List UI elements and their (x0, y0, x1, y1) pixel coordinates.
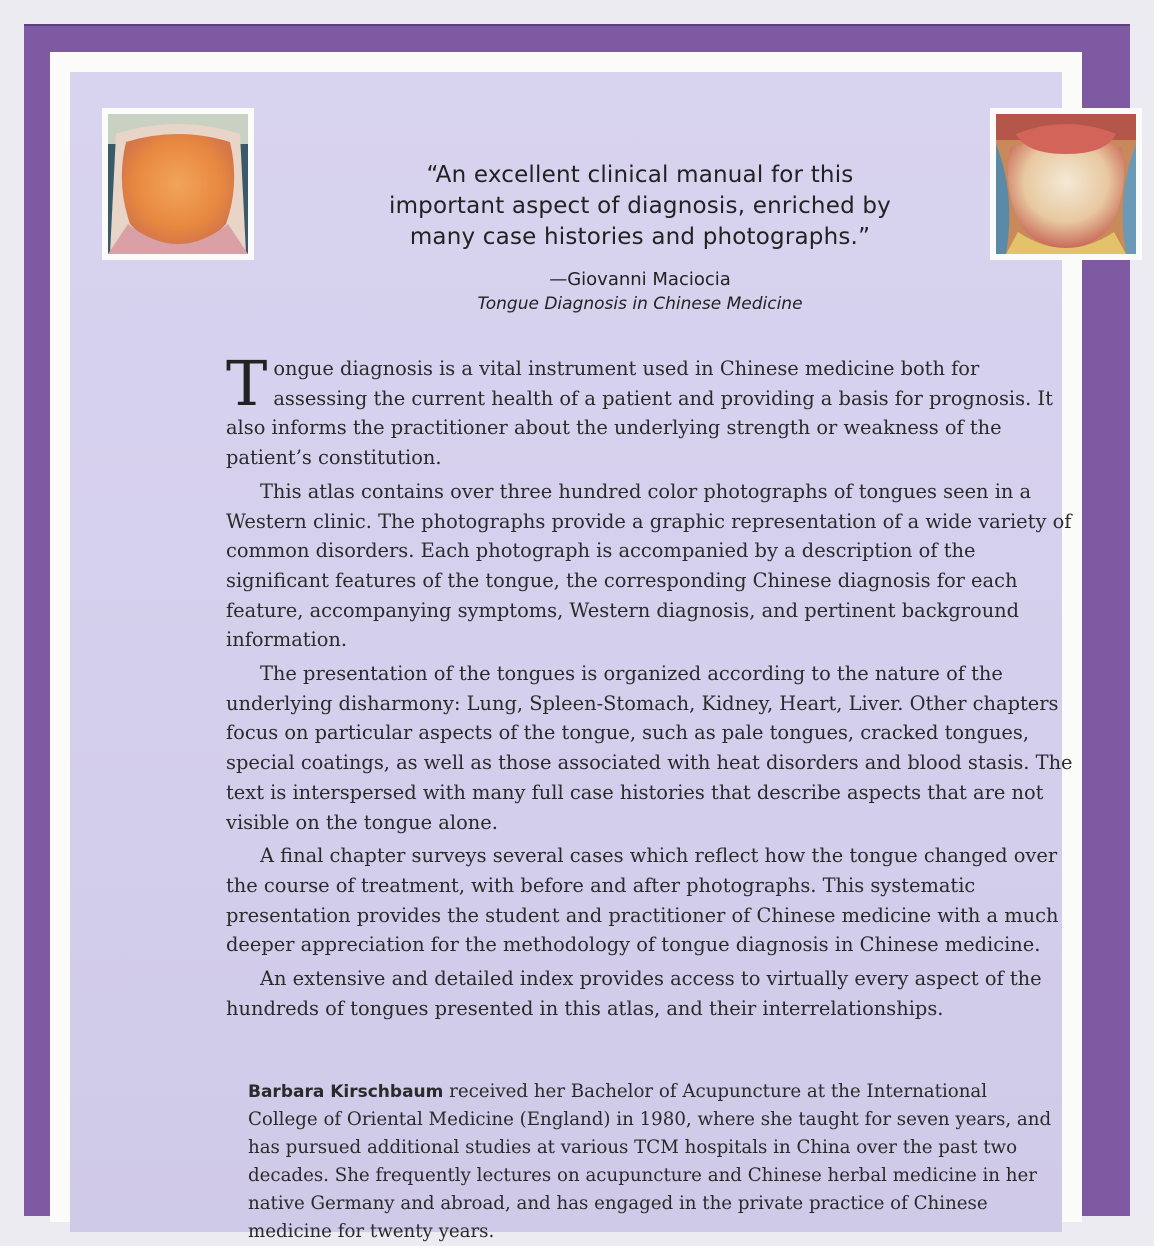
author-bio-text: received her Bachelor of Acupuncture at the International College of Oriental Medicine (England) in 1980, where she taught for seven years, and has pursued additional studies at various TCM hospitals in China over the past two decades. She frequently lectures on acupuncture and Chinese herbal medicine in her native Germany and abroad, and has engaged in the private practice of Chinese medicine for twenty years. (248, 1081, 1052, 1242)
quote-source-title: Tongue Diagnosis in Chinese Medicine (477, 294, 803, 314)
quote-line-3: many case histories and photographs.” (409, 224, 871, 250)
drop-cap: T (226, 347, 268, 420)
tongue-photo-right-icon (990, 108, 1142, 260)
quote-attribution (270, 268, 1010, 316)
lavender-panel (70, 72, 1073, 1242)
description-text (226, 347, 1074, 1027)
paragraph-2: This atlas contains over three hundred color photographs of tongues seen in a Western clinic. The photographs provide a graphic representation of a wide variety of common disorders. Each photograph is accompanied by a description of the significant features of the tongue, the corresponding Chinese diagnosis for each feature, accompanying symptoms, Western diagnosis, and pertinent background information. (226, 479, 1072, 652)
white-frame (50, 52, 1082, 1242)
endorsement-quote (270, 160, 1010, 253)
author-bio (248, 1078, 1056, 1246)
paragraph-3: The presentation of the tongues is organized according to the nature of the underlying disharmony: Lung, Spleen-Stomach, Kidney, Heart, Liver. Other chapters focus on particular aspects of the tongue, such as pale tongues, cracked tongues, special coatings, as well as those associated with heat disorders and blood stasis. The text is interspersed with many full case histories that describe aspects that are not visible on the tongue alone. (226, 662, 1073, 834)
paragraph-4: A final chapter surveys several cases which reflect how the tongue changed over the course of treatment, with before and after photographs. This systematic presentation provides the student and practitioner of Chinese medicine with a much deeper appreciation for the methodology of tongue diagnosis in Chinese medicine. (226, 844, 1059, 957)
quote-line-1: “An excellent clinical manual for this (426, 162, 854, 188)
author-name: Barbara Kirschbaum (248, 1082, 444, 1102)
paragraph-5: An extensive and detailed index provides access to virtually every aspect of the hundreds of tongues presented in this atlas, and their interrelationships. (226, 967, 1042, 1020)
paragraph-1 (226, 347, 1074, 473)
quote-line-2: important aspect of diagnosis, enriched by (388, 193, 891, 219)
quote-author: —Giovanni Maciocia (549, 269, 731, 290)
tongue-photo-left-icon (102, 108, 254, 260)
book-cover-border (24, 24, 1130, 1242)
paragraph-1-text: ongue diagnosis is a vital instrument used in Chinese medicine both for assessing the current health of a patient and providing a basis for prognosis. It also informs the practitioner about the underlying strength or weakness of the patient’s constitution. (226, 357, 1053, 470)
